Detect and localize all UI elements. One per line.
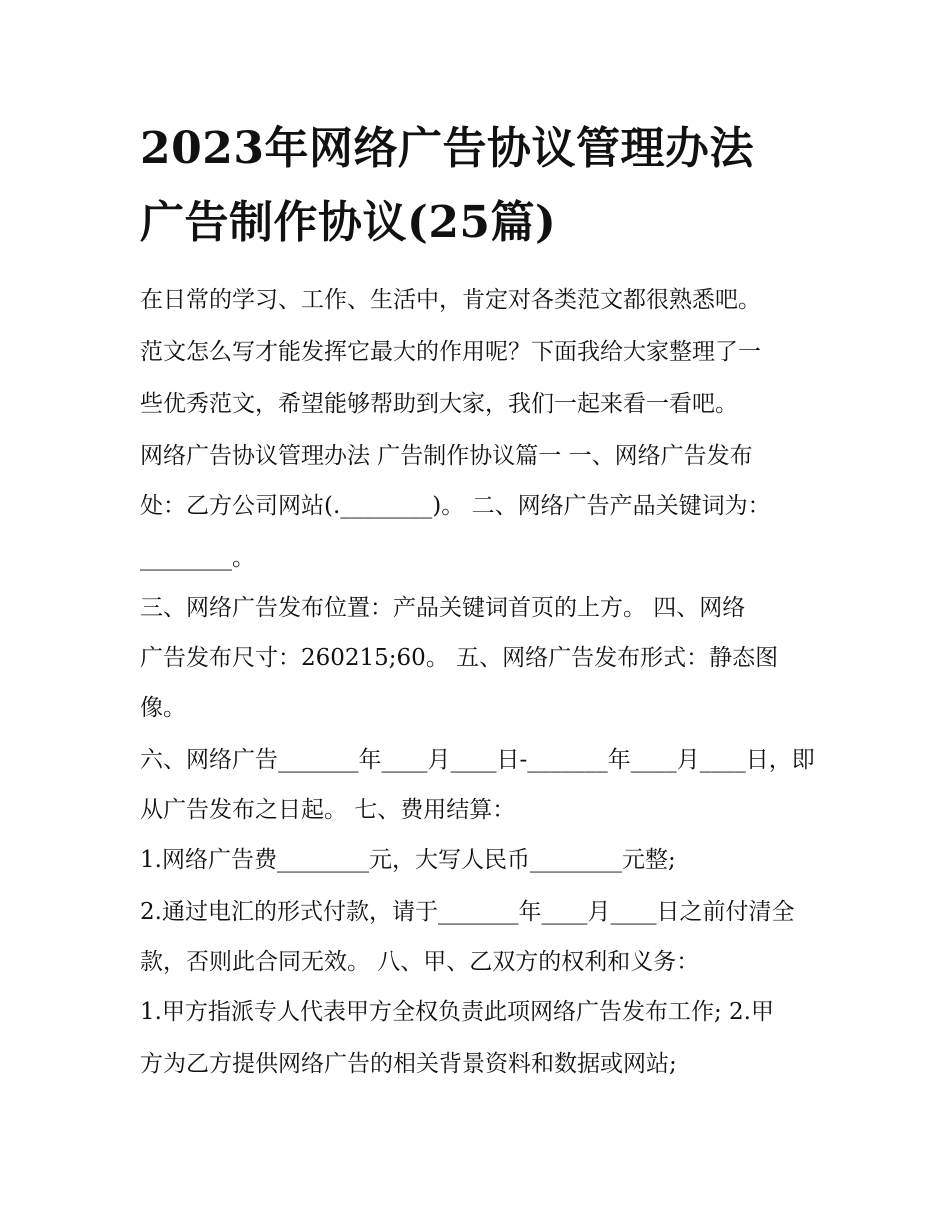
body-line-13: 2.通过电汇的形式付款，请于_______年____月____日之前付清全 — [140, 899, 795, 925]
body-line-12: 1.网络广告费________元，大写人民币________元整; — [140, 847, 676, 873]
body-line-3: 些优秀范文，希望能够帮助到大家，我们一起来看一看吧。 — [140, 391, 738, 417]
body-line-8: 广告发布尺寸：260215;60。 五、网络广告发布形式：静态图 — [140, 645, 779, 671]
body-line-9: 像。 — [140, 695, 186, 721]
body-line-4: 网络广告协议管理办法 广告制作协议篇一 一、网络广告发布 — [140, 443, 753, 469]
document-title — [140, 112, 840, 260]
body-line-6: ________。 — [140, 545, 255, 571]
title-line-2: 广告制作协议(25篇) — [140, 197, 557, 248]
body-line-5: 处：乙方公司网站(.________)。 二、网络广告产品关键词为： — [140, 493, 771, 519]
body-line-11: 从广告发布之日起。 七、费用结算： — [140, 797, 516, 823]
title-line-1: 2023年网络广告协议管理办法 — [140, 123, 754, 174]
body-line-16: 方为乙方提供网络广告的相关背景资料和数据或网站; — [140, 1051, 677, 1077]
body-line-1: 在日常的学习、工作、生活中，肯定对各类范文都很熟悉吧。 — [140, 287, 761, 313]
body-line-2: 范文怎么写才能发挥它最大的作用呢？下面我给大家整理了一 — [140, 339, 761, 365]
body-line-7: 三、网络广告发布位置：产品关键词首页的上方。 四、网络 — [140, 595, 746, 621]
body-line-15: 1.甲方指派专人代表甲方全权负责此项网络广告发布工作; 2.甲 — [140, 999, 774, 1025]
body-line-10: 六、网络广告_______年____月____日-_______年____月____日，即 — [140, 747, 815, 773]
body-line-14: 款，否则此合同无效。 八、甲、乙双方的权利和义务： — [140, 949, 700, 975]
